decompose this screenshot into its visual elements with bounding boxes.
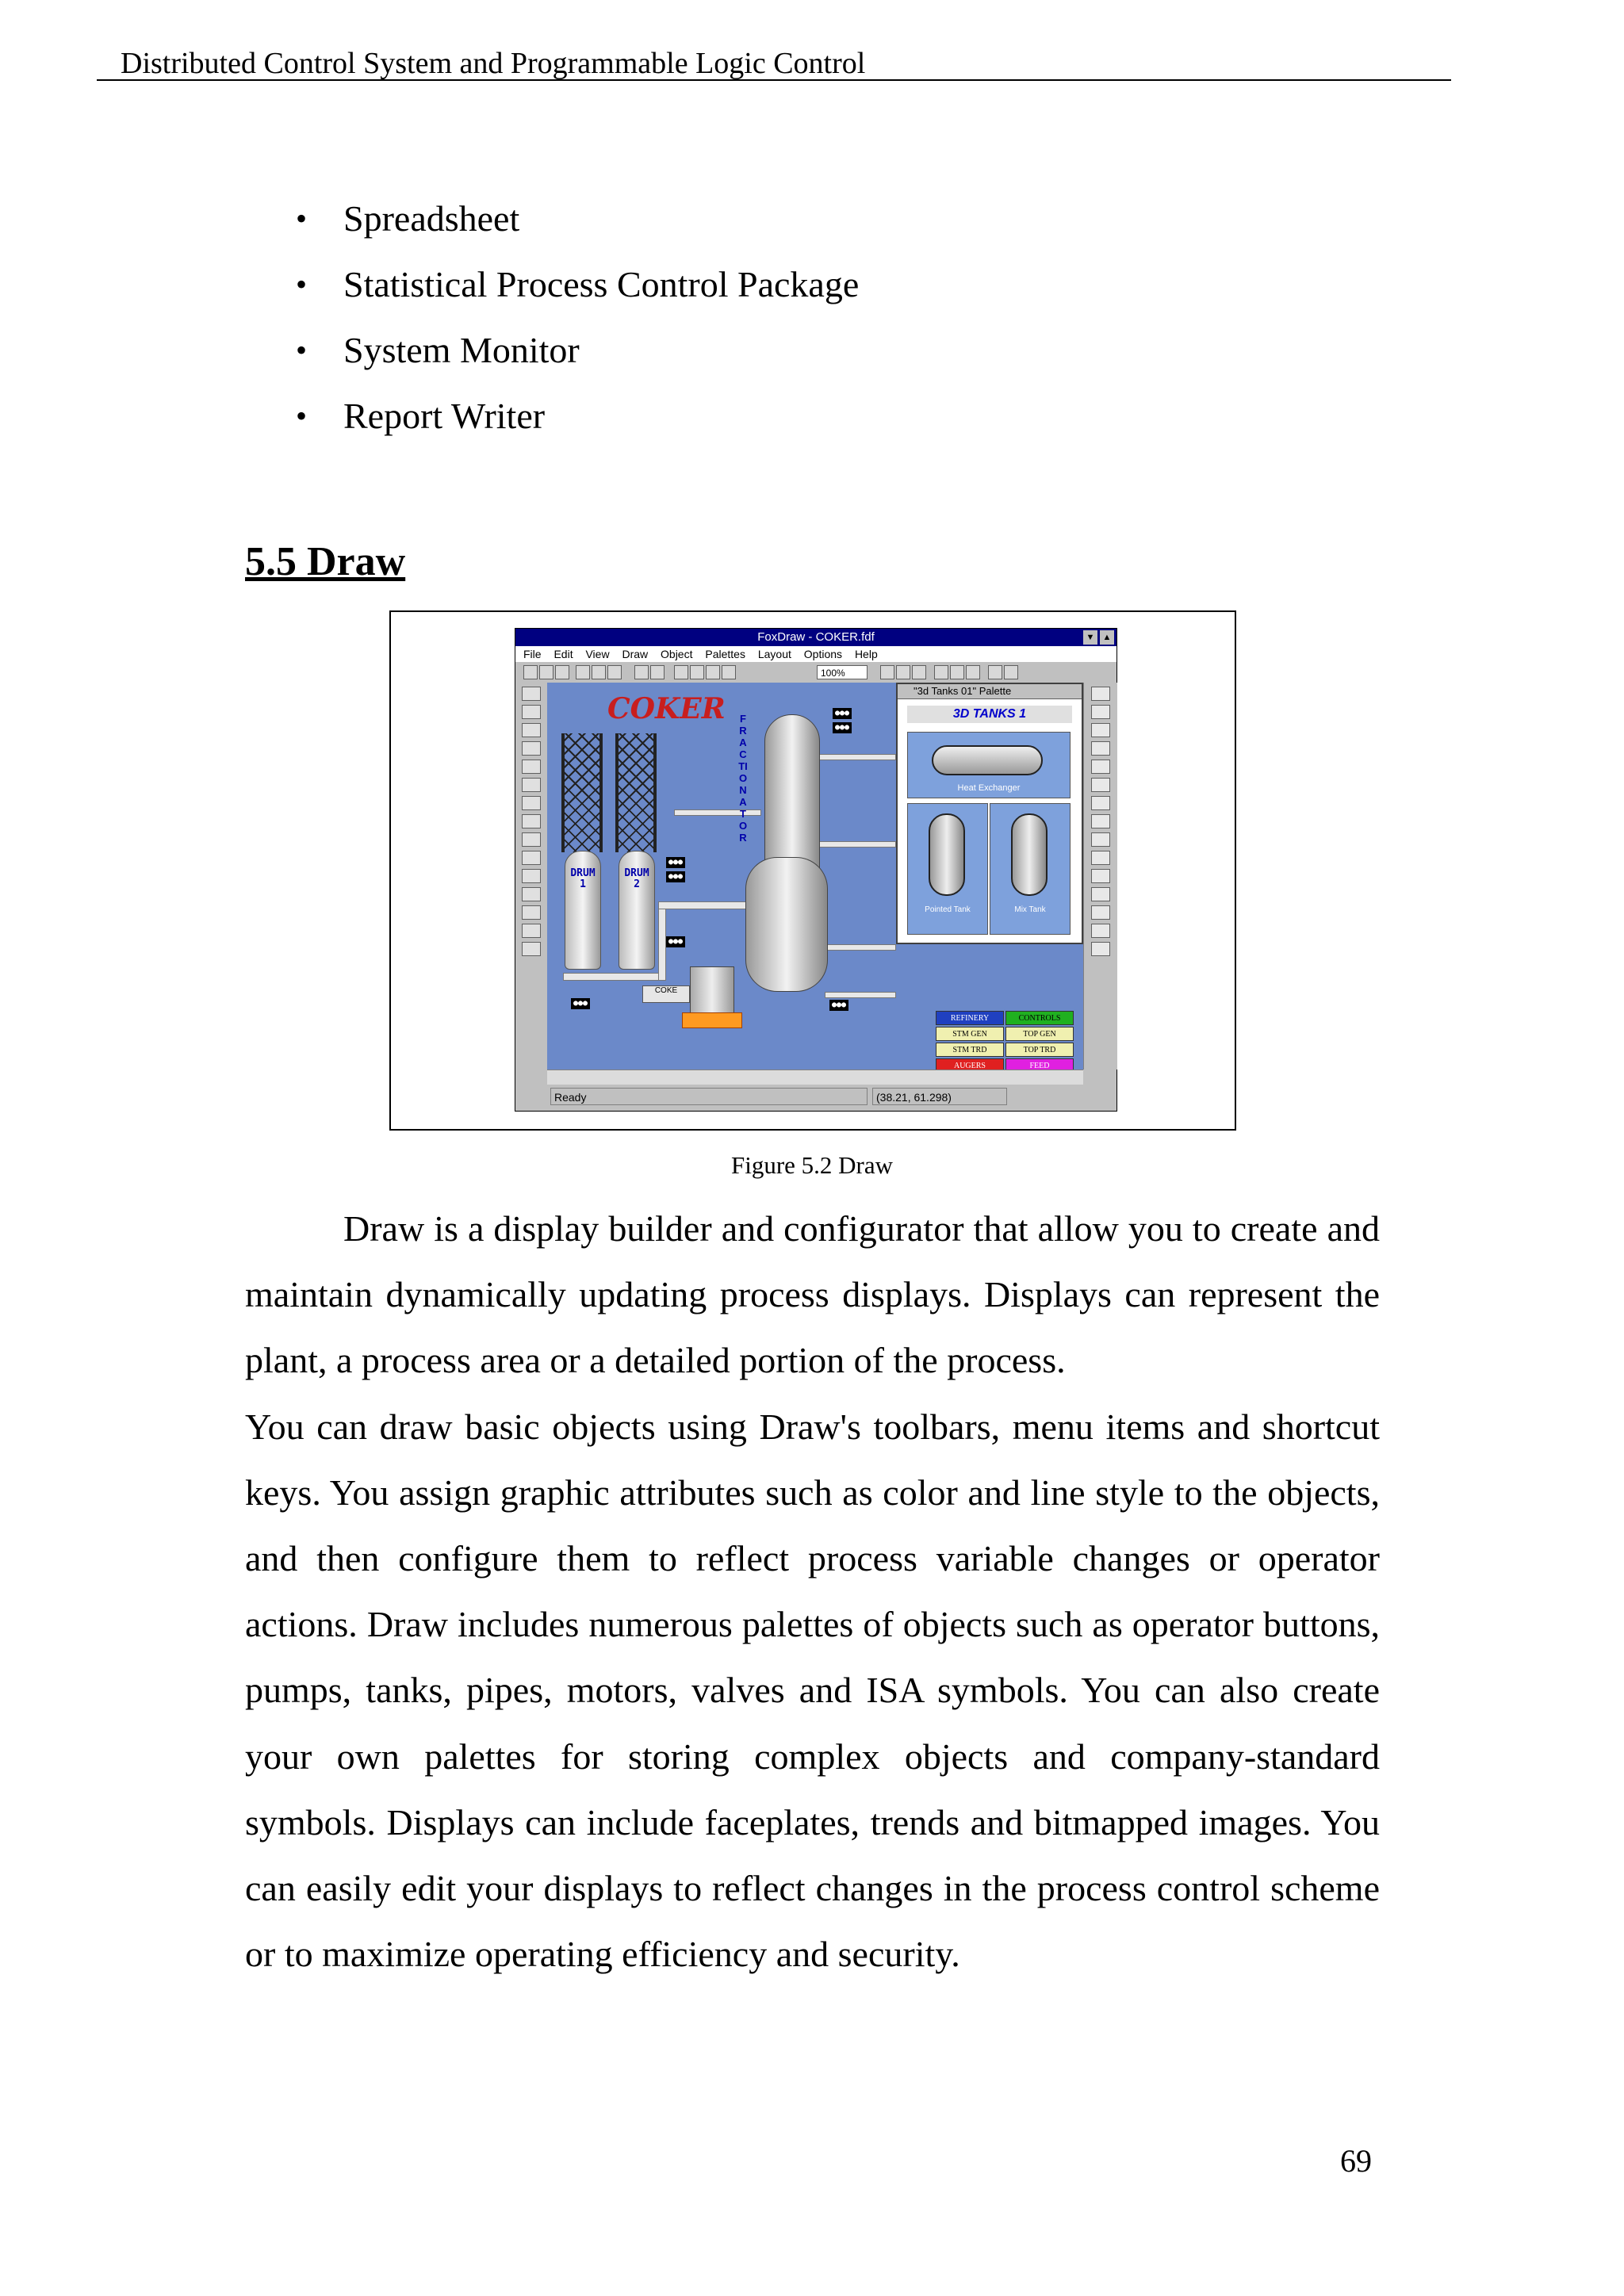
line-icon: [522, 705, 541, 719]
drum-2-label: DRUM 2: [624, 867, 649, 890]
menu-help: Help: [854, 648, 878, 660]
paragraph: Draw is a display builder and configurator that allow you to create and maintain dynamically updating process displays. Displays can represent the plant, a process area or a detailed portion of the process.: [245, 1208, 1380, 1381]
drawing-tools: [515, 683, 548, 1070]
tool-icon: [1091, 796, 1110, 810]
open-file-icon: [539, 665, 553, 679]
palette-tile-pointed-tank: [907, 803, 988, 935]
tag-readout: ●●●: [829, 1000, 848, 1011]
back-icon: [988, 665, 1002, 679]
list-item-text: Spreadsheet: [343, 198, 520, 239]
tool-icon: [1091, 869, 1110, 883]
undo-icon: [634, 665, 649, 679]
figure-caption: Figure 5.2 Draw: [730, 1151, 894, 1179]
pipe: [658, 901, 666, 981]
ungroup-icon: [950, 665, 964, 679]
minimize-icon: ▼: [1083, 630, 1097, 645]
menu-options: Options: [803, 648, 843, 660]
pipe: [817, 754, 896, 760]
pan-icon: [706, 665, 720, 679]
status-bar: [515, 1085, 1116, 1109]
pipe: [817, 944, 896, 951]
tool-icon: [1091, 942, 1110, 956]
section-heading: 5.5 Draw: [245, 539, 406, 584]
bitmap-icon: [522, 869, 541, 883]
palette-tile-mix-tank: [990, 803, 1071, 935]
label-icon: [522, 942, 541, 956]
refinery-button: REFINERY: [936, 1011, 1004, 1025]
coke-label: COKE: [654, 986, 678, 995]
redo-icon: [650, 665, 665, 679]
tool-icon: [1091, 687, 1110, 701]
heat-exchanger-icon: [932, 745, 1043, 775]
maximize-icon: ▲: [1100, 630, 1114, 645]
stm-gen-button: STM GEN: [936, 1027, 1004, 1041]
rotate-icon: [1004, 665, 1018, 679]
pipe: [563, 973, 666, 981]
furnace-fire: [682, 1012, 742, 1028]
group-icon: [934, 665, 948, 679]
page-number: 69: [1340, 2143, 1372, 2179]
tool-icon: [1091, 887, 1110, 901]
heater: [690, 966, 734, 1014]
save-icon: [555, 665, 569, 679]
bullet-icon: •: [296, 332, 308, 368]
tag-readout: ●●●: [666, 871, 685, 882]
list-item: [289, 388, 859, 453]
coke-box: [642, 985, 690, 1003]
coker-vessel: [745, 857, 828, 992]
paste-icon: [607, 665, 622, 679]
tool-icon: [1091, 705, 1110, 719]
palette-title: "3d Tanks 01" Palette: [898, 684, 1082, 699]
bullet-icon: •: [296, 398, 308, 434]
drawing-canvas: [547, 683, 1083, 1070]
foxdraw-window: [515, 628, 1117, 1112]
text-icon: [522, 851, 541, 865]
stm-trd-button: STM TRD: [936, 1043, 1004, 1057]
augers-button: AUGERS: [936, 1058, 1004, 1070]
tag-readout: ●●●: [833, 722, 852, 733]
button-icon: [522, 924, 541, 938]
top-trd-button: TOP TRD: [1005, 1043, 1074, 1057]
new-file-icon: [523, 665, 538, 679]
menu-bar: [515, 646, 1116, 662]
copy-icon: [592, 665, 606, 679]
window-title: FoxDraw - COKER.fdf: [757, 630, 875, 644]
zoom-icon: [674, 665, 688, 679]
palette-tile-heat-exchanger: [907, 732, 1071, 798]
ellipse-icon: [522, 814, 541, 828]
cut-icon: [576, 665, 590, 679]
running-title: Distributed Control System and Programmable Logic Control: [121, 47, 866, 80]
grid-icon: [880, 665, 894, 679]
tool-icon: [1091, 760, 1110, 774]
curve-icon: [522, 796, 541, 810]
rounded-rect-icon: [522, 760, 541, 774]
tile-label: Mix Tank: [1014, 905, 1046, 914]
palette-header: 3D TANKS 1: [907, 706, 1072, 723]
list-item: [289, 256, 859, 322]
canvas-title: COKER: [607, 692, 726, 725]
fractionator-label: FRACTIONATOR: [738, 713, 748, 844]
controls-button: CONTROLS: [1005, 1011, 1074, 1025]
running-header: [97, 46, 1451, 81]
figure-frame: [389, 610, 1236, 1131]
tag-readout: ●●●: [833, 708, 852, 719]
feed-button: FEED: [1005, 1058, 1074, 1070]
tool-icon: [1091, 741, 1110, 756]
tag-readout: ●●●: [571, 998, 590, 1009]
menu-edit: Edit: [553, 648, 573, 660]
tool-icon: [1091, 814, 1110, 828]
zoom-field: 100%: [817, 665, 868, 679]
derrick-2: [615, 733, 657, 852]
fit-icon: [722, 665, 736, 679]
menu-layout: Layout: [757, 648, 791, 660]
polyline-icon: [522, 723, 541, 737]
horizontal-scrollbar: [547, 1070, 1083, 1085]
front-icon: [966, 665, 980, 679]
tag-readout: ●●●: [666, 936, 685, 947]
bullet-icon: •: [296, 266, 308, 302]
tile-label: Heat Exchanger: [957, 783, 1021, 793]
drum-1-label: DRUM 1: [570, 867, 596, 890]
window-titlebar: [515, 629, 1116, 646]
tool-icon: [1091, 924, 1110, 938]
mix-tank-icon: [1011, 813, 1048, 896]
tag-readout: ●●●: [666, 857, 685, 868]
arc-icon: [522, 832, 541, 847]
menu-draw: Draw: [622, 648, 649, 660]
menu-object: Object: [661, 648, 693, 660]
palette-window: [896, 683, 1083, 944]
list-item: [289, 190, 859, 256]
tool-icon: [1091, 778, 1110, 792]
toolbar: [515, 662, 1116, 683]
tool-icon: [1091, 723, 1110, 737]
pipe: [825, 992, 896, 998]
list-item-text: System Monitor: [343, 330, 580, 370]
cursor-coordinates: (38.21, 61.298): [872, 1088, 1007, 1105]
bullet-icon: •: [296, 201, 308, 236]
search-icon: [690, 665, 704, 679]
tool-icon: [1091, 832, 1110, 847]
polygon-icon: [522, 778, 541, 792]
status-text: Ready: [550, 1088, 868, 1105]
tile-label: Pointed Tank: [925, 905, 971, 914]
trend-icon: [522, 887, 541, 901]
pipe: [817, 841, 896, 848]
body-text: [245, 1196, 1380, 1987]
tool-icon: [1091, 851, 1110, 865]
menu-palettes: Palettes: [705, 648, 745, 660]
snap-icon: [896, 665, 910, 679]
tool-icon: [1091, 905, 1110, 920]
rectangle-icon: [522, 741, 541, 756]
paragraph: You can draw basic objects using Draw's toolbars, menu items and shortcut keys. You assign graphic attributes such as color and line style to the objects, and then configure them to reflect process variable changes or operator actions. Draw includes numerous palettes of objects such as operator buttons, pumps, tanks, pipes, motors, valves and ISA symbols. You can also create your own palettes for storing complex objects and company-standard symbols. Displays can include faceplates, trends and bitmapped images. You can easily edit your displays to reflect changes in the process control scheme or to maximize operating efficiency and security.: [245, 1406, 1380, 1975]
list-item-text: Report Writer: [343, 396, 546, 436]
list-item-text: Statistical Process Control Package: [343, 264, 860, 304]
pointer-icon: [522, 687, 541, 701]
feature-list: [289, 190, 859, 453]
palette-toolbar: [1083, 683, 1117, 1070]
top-gen-button: TOP GEN: [1005, 1027, 1074, 1041]
menu-file: File: [523, 648, 542, 660]
bar-icon: [522, 905, 541, 920]
menu-view: View: [585, 648, 610, 660]
align-icon: [912, 665, 926, 679]
pointed-tank-icon: [929, 813, 965, 896]
derrick-1: [561, 733, 603, 852]
list-item: [289, 322, 859, 388]
